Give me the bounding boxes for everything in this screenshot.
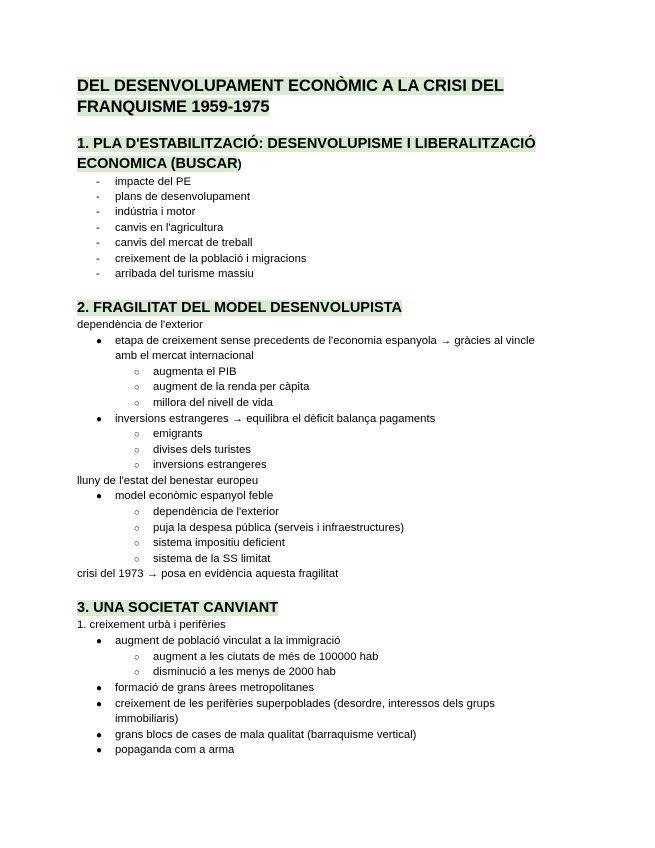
list-item-continuation: immobiliaris)	[115, 713, 179, 725]
paragraph: crisi del 1973 → posa en evidència aquesta fragilitat	[77, 568, 339, 580]
bullet-icon: ●	[96, 730, 103, 741]
list-item: popaganda com a arma	[115, 744, 235, 756]
sub-list-item: augment a les ciutats de més de 100000 hab	[153, 651, 379, 663]
dash-bullet: -	[96, 206, 100, 218]
sub-list-item: augmenta el PIB	[153, 366, 237, 378]
list-item: creixement de les perifèries superpoblades (desordre, interessos dels grups	[115, 698, 495, 710]
circle-bullet-icon: ○	[134, 667, 140, 678]
bullet-icon: ●	[96, 745, 103, 756]
dash-bullet: -	[96, 237, 100, 249]
sub-list-item: divises dels turistes	[153, 444, 251, 456]
list-item: model econòmic espanyol feble	[115, 490, 274, 502]
title-line-2: FRANQUISME 1959-1975	[77, 98, 270, 116]
section-2-heading: 2. FRAGILITAT DEL MODEL DESENVOLUPISTA	[77, 300, 402, 316]
paragraph: lluny de l'estat del benestar europeu	[77, 475, 259, 487]
dash-bullet: -	[96, 176, 100, 188]
sub-list-item: sistema impositiu deficient	[153, 537, 285, 549]
bullet-icon: ●	[96, 683, 103, 694]
circle-bullet-icon: ○	[134, 367, 140, 378]
list-item: indústria i motor	[115, 206, 196, 218]
circle-bullet-icon: ○	[134, 538, 140, 549]
list-item: creixement de la població i migracions	[115, 253, 307, 265]
sub-list-item: sistema de la SS limitat	[153, 553, 271, 565]
sub-list-item: emigrants	[153, 428, 203, 440]
circle-bullet-icon: ○	[134, 507, 140, 518]
list-item: arribada del turisme massiu	[115, 268, 254, 280]
list-item: canvis en l'agricultura	[115, 222, 224, 234]
circle-bullet-icon: ○	[134, 429, 140, 440]
circle-bullet-icon: ○	[134, 652, 140, 663]
list-item: augment de població vinculat a la immigració	[115, 635, 341, 647]
circle-bullet-icon: ○	[134, 398, 140, 409]
section-3-heading: 3. UNA SOCIETAT CANVIANT	[77, 600, 279, 616]
sub-list-item: inversions estrangeres	[153, 459, 267, 471]
circle-bullet-icon: ○	[134, 382, 140, 393]
sub-list-item: millora del nivell de vida	[153, 397, 273, 409]
circle-bullet-icon: ○	[134, 554, 140, 565]
bullet-icon: ●	[96, 414, 103, 425]
dash-bullet: -	[96, 191, 100, 203]
sub-list-item: augment de la renda per càpita	[153, 381, 310, 393]
title-line-1: DEL DESENVOLUPAMENT ECONÒMIC A LA CRISI DEL	[77, 77, 504, 95]
bullet-icon: ●	[96, 636, 103, 647]
bullet-icon: ●	[96, 491, 103, 502]
sub-list-item: puja la despesa pública (serveis i infraestructures)	[153, 522, 405, 534]
list-item: canvis del mercat de treball	[115, 237, 253, 249]
list-item: grans blocs de cases de mala qualitat (barraquisme vertical)	[115, 729, 417, 741]
paragraph: 1. creixement urbà i perifèries	[77, 619, 226, 631]
document-title	[77, 76, 547, 118]
section-1-heading: 1. PLA D'ESTABILITZACIÓ: DESENVOLUPISME I LIBERALITZACIÓ ECONOMICA (BUSCAR)	[77, 136, 536, 172]
bullet-icon: ●	[96, 336, 103, 347]
list-item-continuation: amb el mercat internacional	[115, 350, 254, 362]
circle-bullet-icon: ○	[134, 523, 140, 534]
list-item: inversions estrangeres → equilibra el dèficit balança pagaments	[115, 413, 436, 425]
list-item: plans de desenvolupament	[115, 191, 251, 203]
sub-list-item: dependència de l'exterior	[153, 506, 279, 518]
dash-bullet: -	[96, 222, 100, 234]
circle-bullet-icon: ○	[134, 445, 140, 456]
list-item: formació de grans àrees metropolitanes	[115, 682, 315, 694]
sub-list-item: disminució a les menys de 2000 hab	[153, 666, 336, 678]
dash-bullet: -	[96, 268, 100, 280]
circle-bullet-icon: ○	[134, 460, 140, 471]
list-item: etapa de creixement sense precedents de l'economia espanyola → gràcies al vincle	[115, 335, 535, 347]
dash-bullet: -	[96, 253, 100, 265]
list-item: impacte del PE	[115, 176, 191, 188]
bullet-icon: ●	[96, 699, 103, 710]
paragraph: dependència de l'exterior	[77, 319, 203, 331]
